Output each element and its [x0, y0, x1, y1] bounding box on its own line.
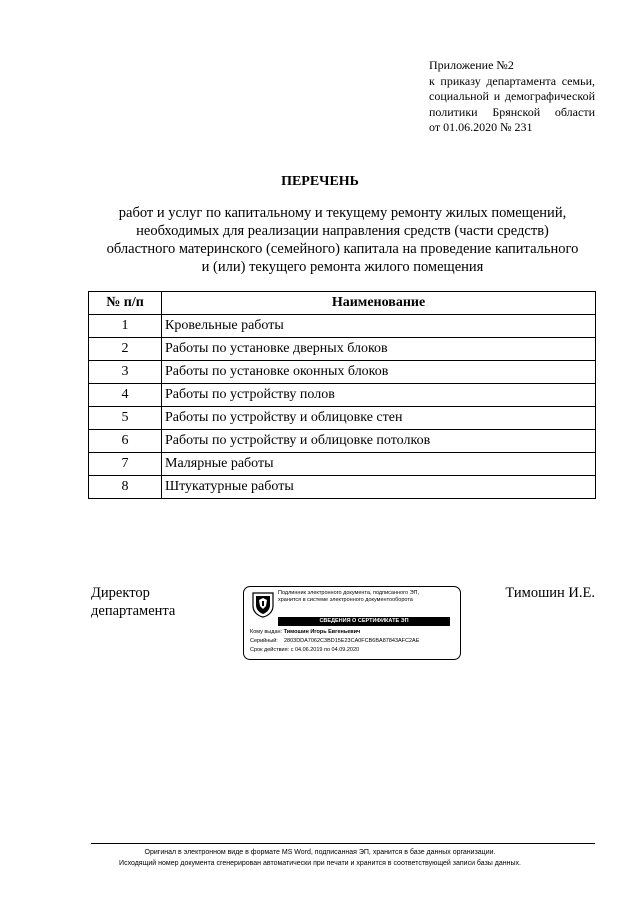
stamp-banner: СВЕДЕНИЯ О СЕРТИФИКАТЕ ЭП	[278, 617, 450, 626]
footer-note	[0, 847, 640, 869]
row-name: Работы по установке дверных блоков	[162, 338, 596, 361]
appendix-block	[429, 58, 595, 136]
serial-value: 2803DDA7062C3BD15E23CA0FCB6BA87843AFC2AE	[283, 638, 420, 644]
stamp-serial-row	[250, 638, 419, 645]
subtitle-line: работ и услуг по капитальному и текущему ремонту жилых помещений,	[118, 205, 567, 221]
footer-line: Исходящий номер документа сгенерирован автоматически при печати и хранится в соответствующей записи базы данных.	[119, 860, 521, 867]
table-row	[89, 430, 596, 453]
subtitle-line: областного материнского (семейного) капитала на проведение капитального	[106, 241, 579, 257]
e-signature-stamp	[243, 586, 461, 660]
document-subtitle	[90, 204, 595, 276]
subtitle-line: необходимых для реализации направления средств (части средств)	[136, 223, 549, 239]
appendix-line: от 01.06.2020 № 231	[429, 120, 533, 134]
header-number: № п/п	[89, 292, 162, 315]
row-number: 5	[89, 407, 162, 430]
coat-of-arms-icon	[252, 592, 274, 618]
appendix-line: Приложение №2	[429, 58, 514, 72]
stamp-header-line: хранится в системе электронного документооборота	[278, 597, 413, 603]
footer-line: Оригинал в электронном виде в формате MS Word, подписанная ЭП, хранится в базе данных организации.	[144, 849, 496, 856]
stamp-header-line: Подлинник электронного документа, подписанного ЭП,	[278, 590, 420, 596]
document-title: ПЕРЕЧЕНЬ	[281, 174, 359, 189]
header-name: Наименование	[162, 292, 596, 315]
table-row	[89, 453, 596, 476]
table-row	[89, 361, 596, 384]
row-name: Работы по установке оконных блоков	[162, 361, 596, 384]
stamp-owner-row	[250, 629, 360, 636]
row-number: 4	[89, 384, 162, 407]
stamp-header	[278, 590, 419, 604]
works-table	[88, 291, 596, 499]
subtitle-line: и (или) текущего ремонта жилого помещения	[201, 259, 484, 275]
appendix-line: к приказу департамента семьи,	[429, 73, 595, 88]
table-row	[89, 338, 596, 361]
row-name: Работы по устройству полов	[162, 384, 596, 407]
row-number: 7	[89, 453, 162, 476]
row-name: Малярные работы	[162, 453, 596, 476]
table-header-row	[89, 292, 596, 315]
owner-value: Тимошин Игорь Евгеньевич	[283, 629, 361, 635]
position-line: департамента	[91, 603, 176, 619]
row-name: Кровельные работы	[162, 315, 596, 338]
signer-position	[91, 584, 175, 620]
row-number: 3	[89, 361, 162, 384]
owner-label: Кому выдан:	[250, 629, 283, 635]
table-row	[89, 315, 596, 338]
serial-label: Серийный:	[250, 638, 278, 644]
stamp-validity-row: Срок действия: с 04.06.2019 по 04.09.2020	[250, 647, 360, 653]
footer-divider	[91, 843, 595, 844]
row-name: Работы по устройству и облицовке потолков	[162, 430, 596, 453]
table-row	[89, 407, 596, 430]
position-line: Директор	[91, 585, 150, 601]
row-number: 6	[89, 430, 162, 453]
signer-name: Тимошин И.Е.	[505, 585, 595, 601]
row-number: 2	[89, 338, 162, 361]
table-row	[89, 476, 596, 499]
row-name: Работы по устройству и облицовке стен	[162, 407, 596, 430]
table-row	[89, 384, 596, 407]
appendix-line: политики Брянской области	[429, 104, 595, 119]
row-name: Штукатурные работы	[162, 476, 596, 499]
appendix-line: социальной и демографической	[429, 89, 595, 103]
row-number: 1	[89, 315, 162, 338]
row-number: 8	[89, 476, 162, 499]
